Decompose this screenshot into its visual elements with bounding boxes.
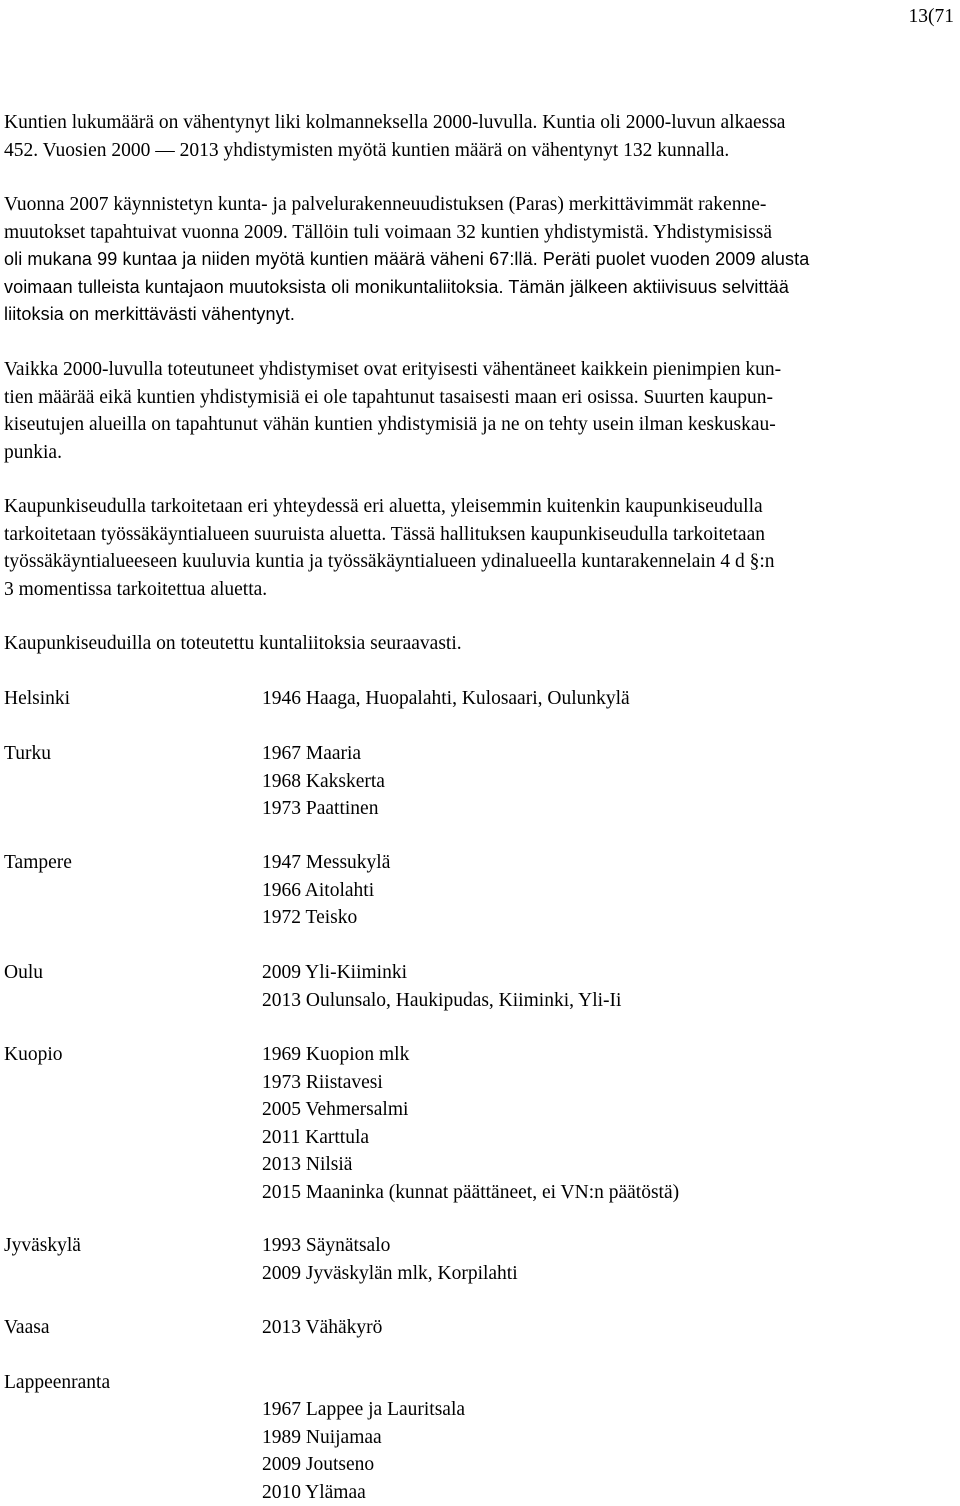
merger-line: 2005 Vehmersalmi [262, 1096, 679, 1124]
merger-line: 1947 Messukylä [262, 849, 390, 877]
merger-line: 2009 Yli-Kiiminki [262, 959, 621, 987]
text-line: oli mukana 99 kuntaa ja niiden myötä kuntien määrä väheni 67:llä. Peräti puolet vuoden 2009 alusta [4, 246, 954, 274]
merger-entry [262, 740, 385, 823]
city-name: Lappeenranta [4, 1369, 110, 1397]
merger-line: 1973 Paattinen [262, 795, 385, 823]
city-name: Helsinki [4, 685, 70, 713]
merger-line: 2013 Nilsiä [262, 1151, 679, 1179]
text-line: Vaikka 2000-luvulla toteutuneet yhdistymiset ovat erityisesti vähentäneet kaikkein pienimpien kun- [4, 356, 954, 384]
text-line: liitoksia on merkittävästi vähentynyt. [4, 301, 954, 329]
merger-line: 1973 Riistavesi [262, 1069, 679, 1097]
city-name: Vaasa [4, 1314, 49, 1342]
merger-line: 2009 Jyväskylän mlk, Korpilahti [262, 1260, 518, 1288]
merger-line: 2011 Karttula [262, 1124, 679, 1152]
merger-entry [262, 685, 630, 713]
merger-entry [262, 1232, 518, 1287]
text-line: työssäkäyntialueeseen kuuluvia kuntia ja työssäkäyntialueen ydinalueella kuntarakennelain 4 d §:n [4, 548, 954, 576]
paragraph-list-intro [4, 630, 954, 658]
text-line: muutokset tapahtuivat vuonna 2009. Tällöin tuli voimaan 32 kuntien yhdistymistä. Yhdistymisissä [4, 219, 954, 247]
city-name: Tampere [4, 849, 72, 877]
city-name: Jyväskylä [4, 1232, 81, 1260]
merger-line: 2013 Oulunsalo, Haukipudas, Kiiminki, Yli-Ii [262, 987, 621, 1015]
merger-line: 1972 Teisko [262, 904, 390, 932]
merger-entry [262, 1396, 465, 1506]
merger-line: 1989 Nuijamaa [262, 1424, 465, 1452]
text-line: Kuntien lukumäärä on vähentynyt liki kolmanneksella 2000-luvulla. Kuntia oli 2000-luvun alkaessa [4, 109, 954, 137]
merger-entry [262, 1041, 679, 1206]
merger-entry [262, 959, 621, 1014]
merger-line: 1968 Kakskerta [262, 768, 385, 796]
text-line: kiseutujen alueilla on tapahtunut vähän kuntien yhdistymisiä ja ne on tehty usein ilman keskuskau- [4, 411, 954, 439]
text-line: Kaupunkiseuduilla on toteutettu kuntaliitoksia seuraavasti. [4, 630, 954, 658]
merger-entry [262, 849, 390, 932]
merger-line: 1993 Säynätsalo [262, 1232, 518, 1260]
text-line: tien määrää eikä kuntien yhdistymisiä ei ole tapahtunut tasaisesti maan eri osissa. Suurten kaupun- [4, 384, 954, 412]
paragraph-paras-reform [4, 191, 954, 329]
merger-line: 2013 Vähäkyrö [262, 1314, 382, 1342]
merger-entry [262, 1314, 382, 1342]
merger-line: 2015 Maaninka (kunnat päättäneet, ei VN:n päätöstä) [262, 1179, 679, 1207]
merger-line: 1969 Kuopion mlk [262, 1041, 679, 1069]
paragraph-regional-differences [4, 356, 954, 466]
city-name: Turku [4, 740, 51, 768]
page-number: 13(71 [909, 3, 955, 31]
merger-line: 1967 Maaria [262, 740, 385, 768]
text-line: tarkoitetaan työssäkäyntialueen suuruista aluetta. Tässä hallituksen kaupunkiseudulla tarkoitetaan [4, 521, 954, 549]
text-line: 452. Vuosien 2000 — 2013 yhdistymisten myötä kuntien määrä on vähentynyt 132 kunnalla. [4, 137, 954, 165]
text-line: Kaupunkiseudulla tarkoitetaan eri yhteydessä eri aluetta, yleisemmin kuitenkin kaupunkiseudulla [4, 493, 954, 521]
text-line: Vuonna 2007 käynnistetyn kunta- ja palvelurakenneuudistuksen (Paras) merkittävimmät rakenne- [4, 191, 954, 219]
city-name: Oulu [4, 959, 43, 987]
text-line: 3 momentissa tarkoitettua aluetta. [4, 576, 954, 604]
merger-line: 1946 Haaga, Huopalahti, Kulosaari, Oulunkylä [262, 685, 630, 713]
merger-line: 2010 Ylämaa [262, 1479, 465, 1506]
merger-line: 1967 Lappee ja Lauritsala [262, 1396, 465, 1424]
merger-line: 1966 Aitolahti [262, 877, 390, 905]
merger-line: 2009 Joutseno [262, 1451, 465, 1479]
paragraph-city-region-definition [4, 493, 954, 603]
text-line: voimaan tulleista kuntajaon muutoksista oli monikuntaliitoksia. Tämän jälkeen aktiivisuus selvittää [4, 274, 954, 302]
city-name: Kuopio [4, 1041, 63, 1069]
paragraph-municipality-count [4, 109, 954, 164]
text-line: punkia. [4, 439, 954, 467]
